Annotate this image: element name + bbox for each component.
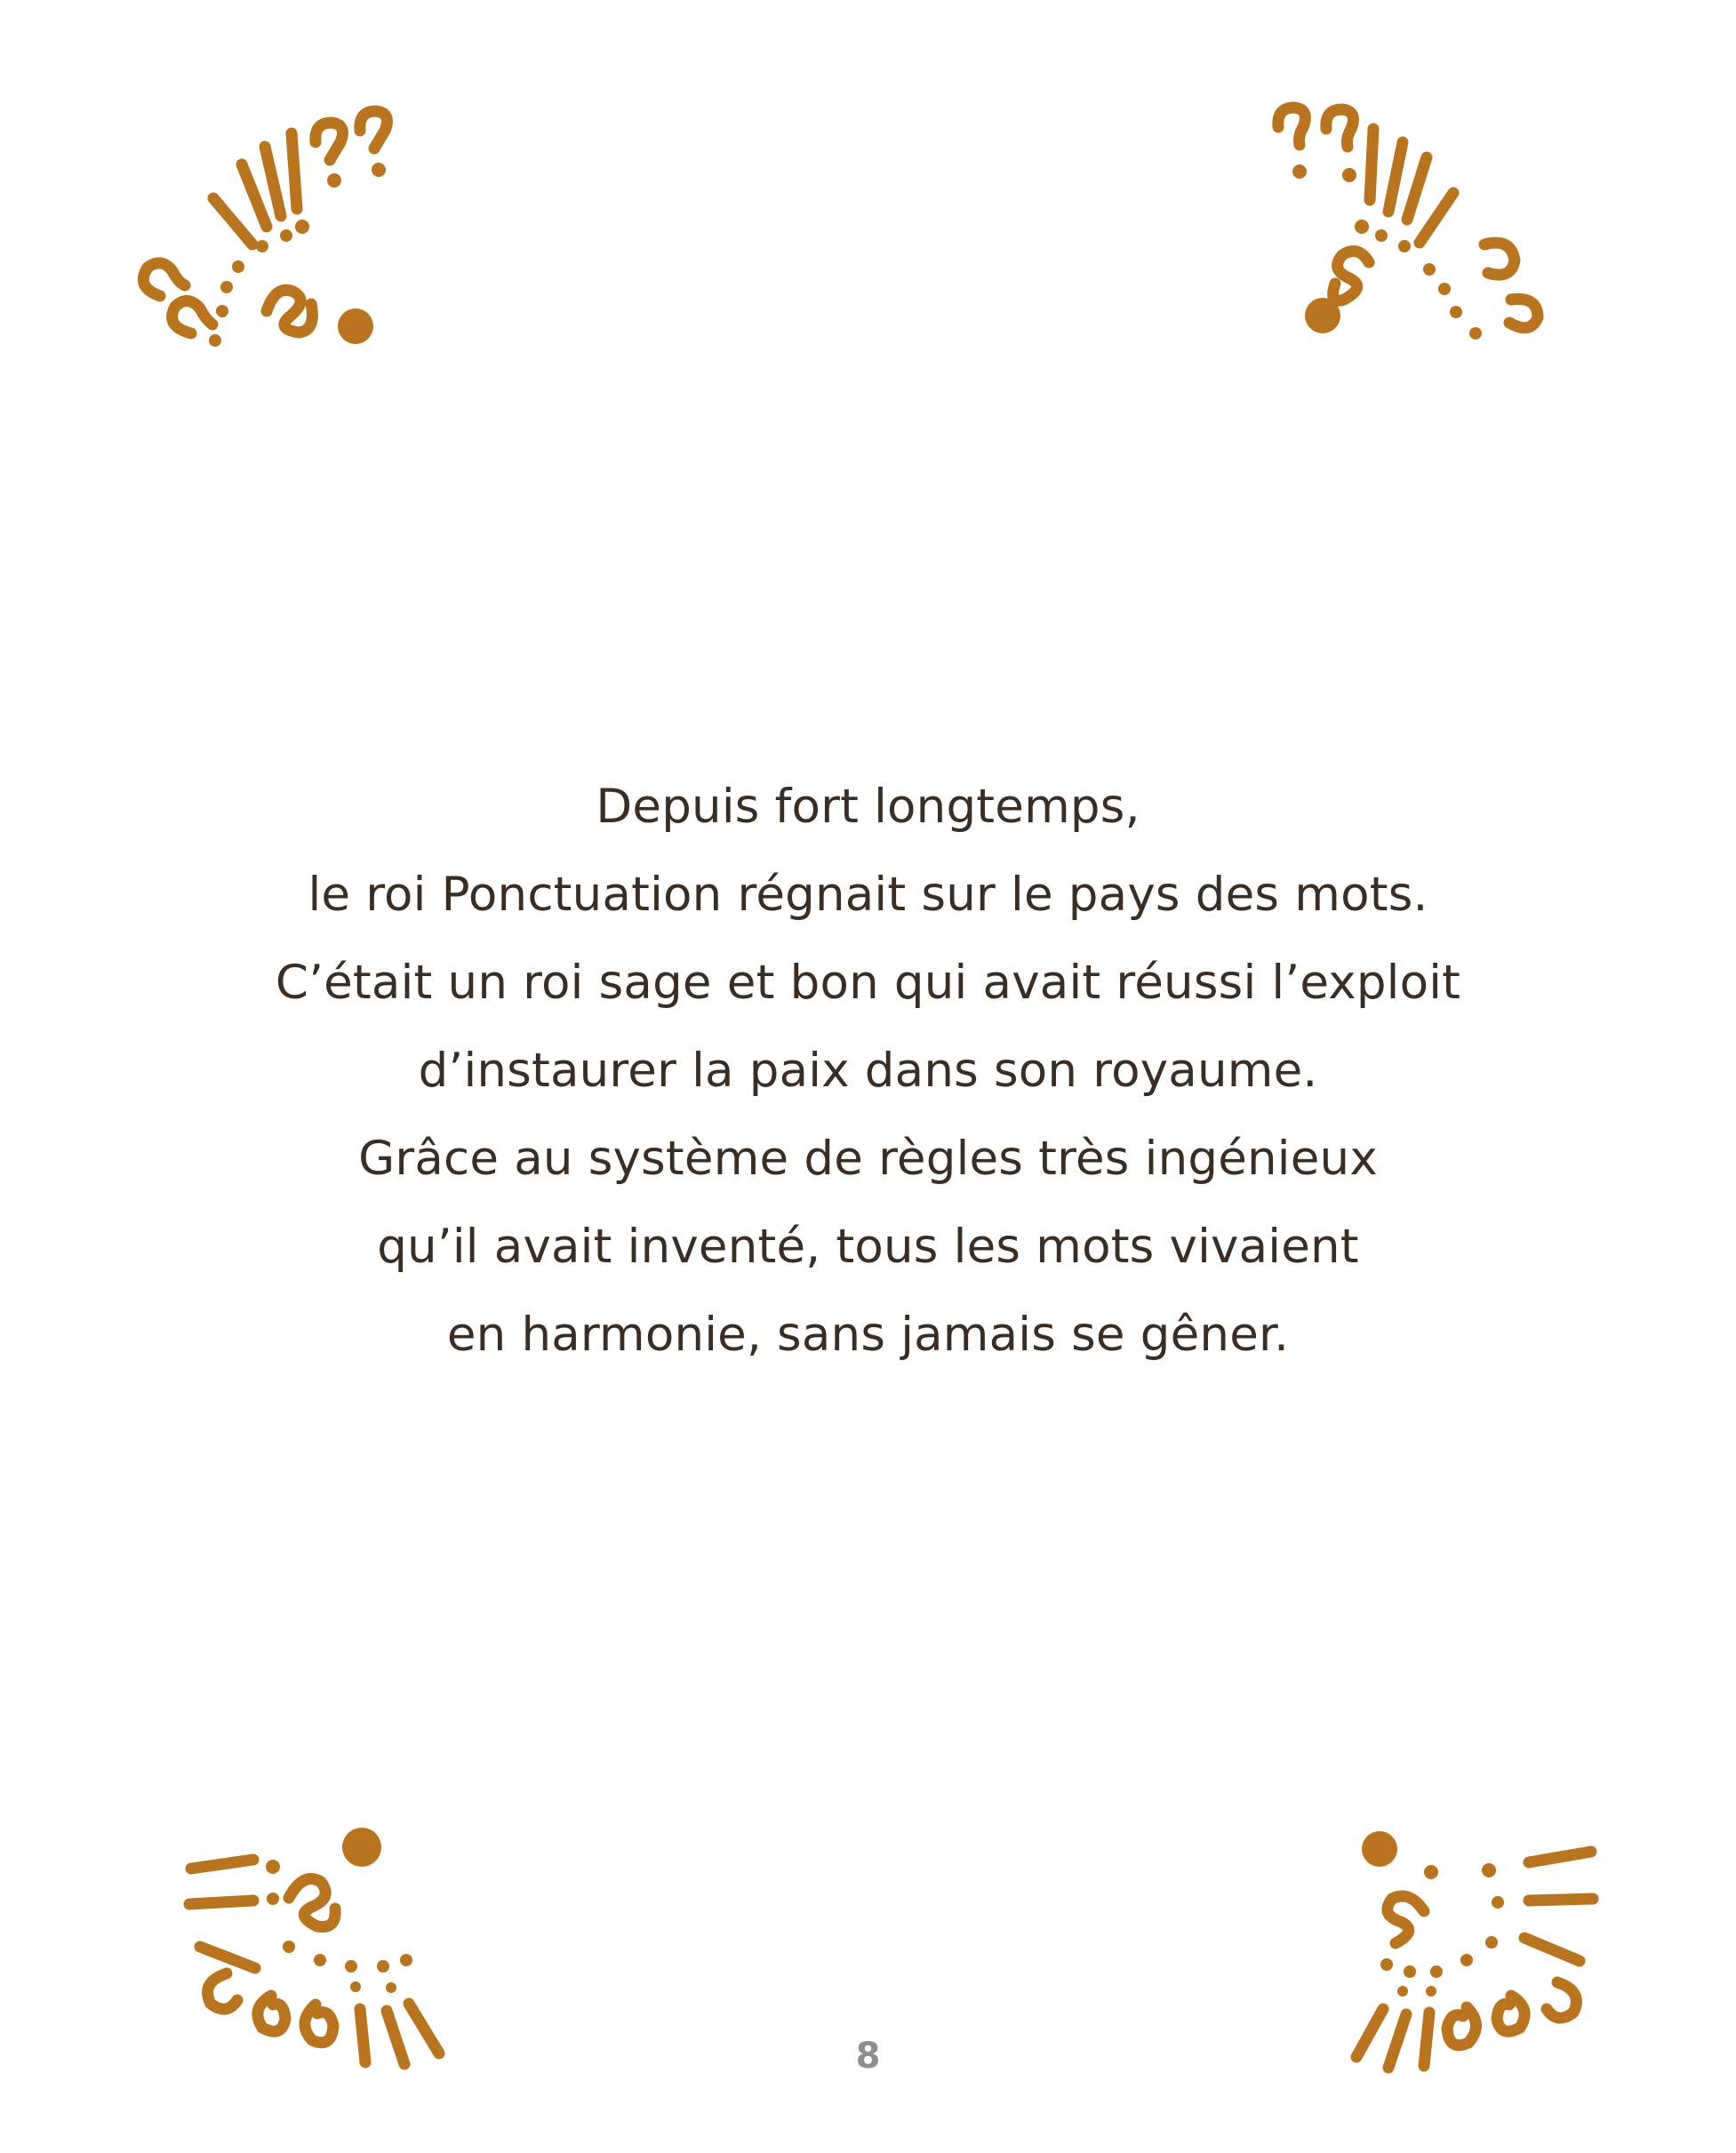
page-number: 8 — [855, 2036, 881, 2077]
story-line: Depuis fort longtemps, — [596, 780, 1140, 834]
top-left-punctuation-ornament-icon — [133, 93, 427, 369]
story-line: d’instaurer la paix dans son royaume. — [418, 1044, 1318, 1098]
story-paragraph — [178, 763, 1558, 1379]
story-line: le roi Ponctuation régnait sur le pays des mots. — [308, 868, 1428, 922]
story-line: en harmonie, sans jamais se gêner. — [446, 1308, 1290, 1362]
story-line: C’était un roi sage et bon qui avait réussi l’exploit — [275, 956, 1461, 1010]
story-line: qu’il avait inventé, tous les mots vivaient — [377, 1220, 1359, 1274]
punctuation-fan-icon — [1262, 93, 1556, 369]
top-right-punctuation-ornament-icon — [1262, 93, 1556, 369]
punctuation-fan-icon — [133, 93, 427, 369]
story-line: Grâce au système de règles très ingénieux — [358, 1132, 1378, 1186]
